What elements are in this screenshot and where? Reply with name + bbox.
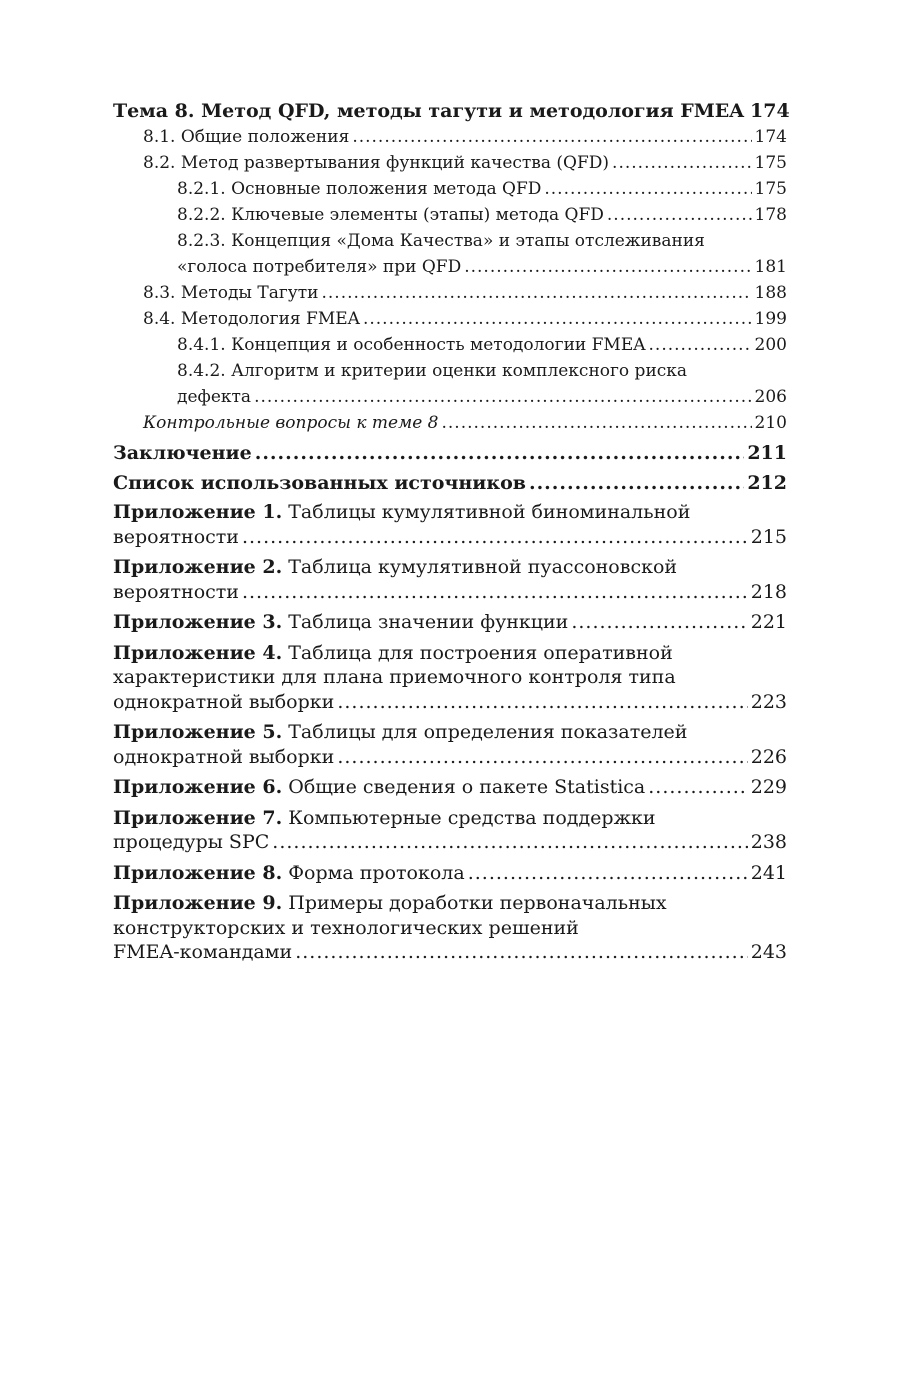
toc-entry-appendix-9[interactable] — [113, 891, 787, 965]
toc-title: Список использованных источников — [113, 472, 526, 494]
toc-page: 181 — [754, 257, 787, 277]
toc-title-line1: 8.2.3. Концепция «Дома Качества» и этапы отслеживания — [177, 231, 705, 251]
toc-title: Тема 8. Метод QFD, методы тагути и методология FMEA — [113, 100, 745, 122]
appendix-label: Приложение 5. — [113, 721, 283, 743]
toc-leader — [242, 525, 748, 550]
toc-entry-theme-8[interactable] — [113, 98, 790, 124]
toc-page: 218 — [750, 580, 787, 603]
appendix-label: Приложение 2. — [113, 556, 283, 578]
toc-entry-8-4-2[interactable] — [113, 358, 787, 410]
toc-entry-appendix-4[interactable] — [113, 641, 787, 715]
toc-leader — [337, 745, 747, 770]
toc-page: 210 — [754, 413, 787, 433]
toc-page: 229 — [750, 776, 787, 798]
toc-page: 212 — [747, 472, 787, 494]
toc-page: 243 — [750, 941, 787, 963]
toc-title: 8.4.1. Концепция и особенность методологии FMEA — [177, 335, 646, 355]
toc-title-line2: дефекта — [177, 387, 252, 407]
toc-entry-appendix-1[interactable] — [113, 500, 787, 549]
toc-title: 8.2.1. Основные положения метода QFD — [177, 179, 542, 199]
toc-page: 174 — [754, 127, 787, 147]
toc-page: 174 — [750, 100, 790, 122]
appendix-label: Приложение 6. — [113, 776, 283, 798]
toc-title-line1: Компьютерные средства поддержки — [288, 806, 656, 829]
toc-title-line2: вероятности — [113, 525, 239, 548]
toc-leader — [295, 940, 748, 965]
toc-title-line1: Форма протокола — [288, 861, 465, 884]
toc-page: 226 — [750, 745, 787, 768]
toc-title-line3: FMEA-командами — [113, 941, 293, 963]
toc-leader — [272, 830, 747, 855]
toc-page: 238 — [750, 831, 787, 853]
toc-leader — [242, 580, 748, 605]
toc-leader — [363, 306, 752, 332]
toc-leader — [464, 254, 751, 280]
toc-entry-appendix-2[interactable] — [113, 555, 787, 604]
toc-title-line2: «голоса потребителя» при QFD — [177, 257, 462, 277]
appendix-label: Приложение 7. — [113, 806, 283, 829]
toc-title: 8.3. Методы Тагути — [143, 283, 319, 303]
toc-leader — [255, 440, 745, 466]
toc-title: Заключение — [113, 442, 252, 464]
table-of-contents — [113, 98, 790, 971]
toc-entry-questions-8[interactable] — [113, 410, 787, 436]
toc-leader — [254, 384, 751, 410]
toc-title-line1: Таблица значении функции — [288, 611, 569, 633]
toc-page: 223 — [750, 690, 787, 713]
toc-title-line2: конструкторских и технологических решений — [113, 916, 579, 939]
toc-entry-appendix-7[interactable] — [113, 806, 787, 855]
toc-leader — [648, 775, 747, 800]
toc-leader — [544, 176, 751, 202]
toc-entry-appendix-5[interactable] — [113, 720, 787, 769]
toc-entry-8-4[interactable] — [113, 306, 787, 332]
toc-leader — [337, 690, 747, 715]
toc-entry-8-2-1[interactable] — [113, 176, 787, 202]
toc-leader — [612, 150, 752, 176]
appendix-label: Приложение 1. — [113, 501, 283, 523]
toc-page: 215 — [750, 525, 787, 548]
toc-leader — [468, 861, 748, 886]
toc-title-line2: вероятности — [113, 580, 239, 603]
toc-entry-8-2-2[interactable] — [113, 202, 787, 228]
toc-entry-8-3[interactable] — [113, 280, 787, 306]
toc-title: 8.4. Методология FMEA — [143, 309, 360, 329]
toc-title-line1: Общие сведения о пакете Statistica — [288, 776, 646, 798]
toc-entry-8-1[interactable] — [113, 124, 787, 150]
toc-leader — [352, 124, 751, 150]
toc-title-line1: Таблица для построения оперативной — [288, 641, 673, 664]
toc-page: 221 — [750, 611, 787, 633]
appendix-label: Приложение 3. — [113, 611, 283, 633]
toc-title-line1: Таблицы для определения показателей — [288, 721, 688, 743]
toc-leader — [607, 202, 752, 228]
toc-title-line2: характеристики для плана приемочного контроля типа — [113, 666, 676, 688]
toc-leader — [649, 332, 752, 358]
toc-title: 8.2.2. Ключевые элементы (этапы) метода QFD — [177, 205, 604, 225]
toc-title: 8.2. Метод развертывания функций качества (QFD) — [143, 153, 610, 173]
toc-leader — [529, 470, 744, 496]
toc-entry-sources[interactable] — [113, 470, 787, 496]
toc-title-line3: однократной выборки — [113, 690, 335, 713]
toc-page: 175 — [754, 179, 787, 199]
toc-title: Контрольные вопросы к теме 8 — [143, 413, 439, 433]
toc-entry-appendix-8[interactable] — [113, 861, 787, 886]
appendix-label: Приложение 8. — [113, 861, 283, 884]
toc-leader — [321, 280, 751, 306]
toc-entry-conclusion[interactable] — [113, 440, 787, 466]
toc-page: 199 — [754, 309, 787, 329]
toc-entry-appendix-3[interactable] — [113, 610, 787, 635]
toc-title-line1: Примеры доработки первоначальных — [288, 892, 667, 914]
toc-leader — [571, 610, 747, 635]
toc-page: 206 — [754, 387, 787, 407]
toc-entry-8-2[interactable] — [113, 150, 787, 176]
appendix-label: Приложение 4. — [113, 641, 283, 664]
toc-title: 8.1. Общие положения — [143, 127, 350, 147]
toc-page: 241 — [750, 861, 787, 884]
toc-page: 211 — [747, 442, 787, 464]
toc-title-line2: процедуры SPC — [113, 831, 270, 853]
toc-page: 178 — [754, 205, 787, 225]
toc-page: 188 — [754, 283, 787, 303]
toc-leader — [442, 410, 752, 436]
toc-title-line1: Таблица кумулятивной пуассоновской — [288, 556, 678, 578]
toc-entry-appendix-6[interactable] — [113, 775, 787, 800]
appendix-label: Приложение 9. — [113, 892, 283, 914]
toc-title-line2: однократной выборки — [113, 745, 335, 768]
toc-page: 200 — [754, 335, 787, 355]
toc-title-line1: 8.4.2. Алгоритм и критерии оценки комплексного риска — [177, 361, 688, 381]
toc-entry-8-4-1[interactable] — [113, 332, 787, 358]
toc-entry-8-2-3[interactable] — [113, 228, 787, 280]
toc-page: 175 — [754, 153, 787, 173]
toc-title-line1: Таблицы кумулятивной биноминальной — [288, 501, 691, 523]
